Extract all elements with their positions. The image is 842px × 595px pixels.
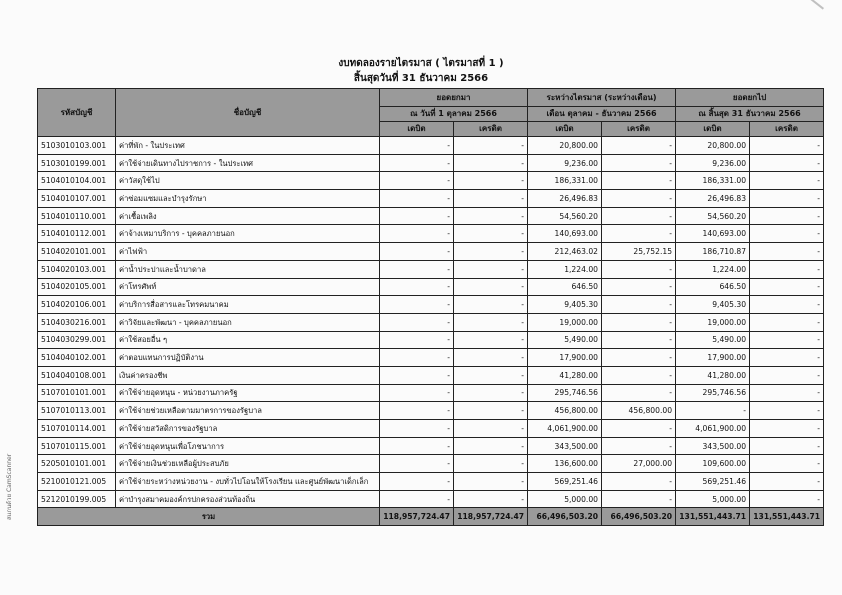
period-credit: 456,800.00 — [602, 402, 676, 420]
header-code: รหัสบัญชี — [38, 89, 116, 137]
period-credit: - — [602, 278, 676, 296]
opening-credit: - — [454, 154, 528, 172]
table-row — [38, 349, 824, 367]
table-row — [38, 420, 824, 438]
account-code: 5104040108.001 — [38, 366, 116, 384]
opening-debit: - — [380, 331, 454, 349]
period-debit: 17,900.00 — [528, 349, 602, 367]
header-period-sub: เดือน ตุลาคม - ธันวาคม 2566 — [528, 107, 676, 122]
closing-debit: 140,693.00 — [676, 225, 750, 243]
table-body — [38, 137, 824, 508]
opening-debit: - — [380, 349, 454, 367]
account-name: ค่าบริการสื่อสารและโทรคมนาคม — [116, 296, 380, 314]
opening-debit: - — [380, 402, 454, 420]
opening-credit: - — [454, 473, 528, 491]
table-row — [38, 225, 824, 243]
account-code: 5210010121.005 — [38, 473, 116, 491]
account-name: ค่าวิจัยและพัฒนา - บุคคลภายนอก — [116, 313, 380, 331]
opening-debit: - — [380, 260, 454, 278]
header-closing-sub: ณ สิ้นสุด 31 ธันวาคม 2566 — [676, 107, 824, 122]
period-credit: - — [602, 154, 676, 172]
closing-credit: - — [750, 420, 824, 438]
trial-balance-table — [37, 88, 824, 526]
period-credit: - — [602, 384, 676, 402]
header-period-title: ระหว่างไตรมาส (ระหว่างเดือน) — [528, 89, 676, 107]
account-name: ค่าน้ำประปาและน้ำบาดาล — [116, 260, 380, 278]
scanner-watermark: สแกนด้วย CamScanner — [6, 453, 13, 520]
account-name: ค่าใช้จ่ายช่วยเหลือตามมาตรการของรัฐบาล — [116, 402, 380, 420]
opening-debit: - — [380, 296, 454, 314]
closing-debit: 646.50 — [676, 278, 750, 296]
closing-credit: - — [750, 384, 824, 402]
opening-credit: - — [454, 384, 528, 402]
opening-credit: - — [454, 137, 528, 155]
period-debit: 41,280.00 — [528, 366, 602, 384]
account-code: 5104010112.001 — [38, 225, 116, 243]
opening-credit: - — [454, 225, 528, 243]
opening-debit: - — [380, 225, 454, 243]
account-code: 5107010115.001 — [38, 437, 116, 455]
opening-debit: - — [380, 243, 454, 261]
account-name: ค่าใช้จ่ายอุดหนุน - หน่วยงานภาครัฐ — [116, 384, 380, 402]
header-debit: เดบิต — [528, 122, 602, 137]
opening-credit: - — [454, 260, 528, 278]
period-credit: - — [602, 137, 676, 155]
closing-credit: - — [750, 473, 824, 491]
opening-debit: - — [380, 366, 454, 384]
account-name: ค่าซ่อมแซมและบำรุงรักษา — [116, 190, 380, 208]
account-code: 5104020101.001 — [38, 243, 116, 261]
closing-debit: 343,500.00 — [676, 437, 750, 455]
closing-debit: 5,490.00 — [676, 331, 750, 349]
closing-debit: 109,600.00 — [676, 455, 750, 473]
period-credit: - — [602, 190, 676, 208]
opening-debit: - — [380, 437, 454, 455]
closing-debit: 5,000.00 — [676, 490, 750, 508]
closing-credit: - — [750, 296, 824, 314]
header-opening-title: ยอดยกมา — [380, 89, 528, 107]
period-credit: - — [602, 172, 676, 190]
closing-credit: - — [750, 190, 824, 208]
table-row — [38, 490, 824, 508]
closing-debit: 1,224.00 — [676, 260, 750, 278]
table-row — [38, 331, 824, 349]
opening-credit: - — [454, 420, 528, 438]
closing-debit: 295,746.56 — [676, 384, 750, 402]
closing-debit: 9,405.30 — [676, 296, 750, 314]
opening-debit: - — [380, 384, 454, 402]
opening-credit: - — [454, 437, 528, 455]
account-code: 5104020106.001 — [38, 296, 116, 314]
period-credit: - — [602, 420, 676, 438]
closing-credit: - — [750, 260, 824, 278]
table-row — [38, 455, 824, 473]
period-credit: - — [602, 473, 676, 491]
closing-credit: - — [750, 366, 824, 384]
account-name: ค่าที่พัก - ในประเทศ — [116, 137, 380, 155]
opening-debit: - — [380, 473, 454, 491]
account-name: เงินค่าครองชีพ — [116, 366, 380, 384]
account-code: 5205010101.001 — [38, 455, 116, 473]
opening-credit: - — [454, 402, 528, 420]
account-code: 5104020105.001 — [38, 278, 116, 296]
closing-debit: 186,710.87 — [676, 243, 750, 261]
closing-credit: - — [750, 437, 824, 455]
account-name: ค่าวัสดุใช้ไป — [116, 172, 380, 190]
period-debit: 9,405.30 — [528, 296, 602, 314]
account-name: ค่าโทรศัพท์ — [116, 278, 380, 296]
table-row — [38, 137, 824, 155]
opening-credit: - — [454, 490, 528, 508]
opening-credit: - — [454, 190, 528, 208]
report-subtitle: สิ้นสุดวันที่ 31 ธันวาคม 2566 — [353, 73, 489, 84]
period-debit: 19,000.00 — [528, 313, 602, 331]
opening-credit: - — [454, 331, 528, 349]
account-code: 5104010110.001 — [38, 207, 116, 225]
period-debit: 295,746.56 — [528, 384, 602, 402]
opening-debit: - — [380, 313, 454, 331]
total-opening-credit: 118,957,724.47 — [454, 508, 528, 526]
period-credit: 25,752.15 — [602, 243, 676, 261]
closing-debit: 26,496.83 — [676, 190, 750, 208]
opening-credit: - — [454, 313, 528, 331]
totals-row — [38, 508, 824, 526]
period-debit: 26,496.83 — [528, 190, 602, 208]
closing-credit: - — [750, 349, 824, 367]
opening-credit: - — [454, 296, 528, 314]
account-code: 5104010104.001 — [38, 172, 116, 190]
period-credit: - — [602, 313, 676, 331]
closing-debit: 17,900.00 — [676, 349, 750, 367]
header-debit: เดบิต — [676, 122, 750, 137]
opening-debit: - — [380, 190, 454, 208]
period-debit: 569,251.46 — [528, 473, 602, 491]
account-name: ค่าตอบแทนการปฏิบัติงาน — [116, 349, 380, 367]
account-name: ค่าใช้จ่ายเงินช่วยเหลือผู้ประสบภัย — [116, 455, 380, 473]
period-debit: 343,500.00 — [528, 437, 602, 455]
closing-credit: - — [750, 154, 824, 172]
period-debit: 646.50 — [528, 278, 602, 296]
header-name: ชื่อบัญชี — [116, 89, 380, 137]
table-row — [38, 190, 824, 208]
period-debit: 136,600.00 — [528, 455, 602, 473]
closing-debit: 41,280.00 — [676, 366, 750, 384]
closing-credit: - — [750, 243, 824, 261]
period-debit: 5,000.00 — [528, 490, 602, 508]
table-row — [38, 384, 824, 402]
closing-debit: 9,236.00 — [676, 154, 750, 172]
period-credit: - — [602, 490, 676, 508]
period-credit: - — [602, 225, 676, 243]
opening-credit: - — [454, 349, 528, 367]
opening-debit: - — [380, 172, 454, 190]
closing-credit: - — [750, 172, 824, 190]
account-name: ค่าจ้างเหมาบริการ - บุคคลภายนอก — [116, 225, 380, 243]
account-code: 5212010199.005 — [38, 490, 116, 508]
account-code: 5103010199.001 — [38, 154, 116, 172]
closing-credit: - — [750, 137, 824, 155]
closing-debit: 54,560.20 — [676, 207, 750, 225]
totals-label: รวม — [38, 508, 380, 526]
opening-credit: - — [454, 172, 528, 190]
period-debit: 20,800.00 — [528, 137, 602, 155]
account-code: 5104010107.001 — [38, 190, 116, 208]
opening-debit: - — [380, 137, 454, 155]
period-credit: - — [602, 331, 676, 349]
table-row — [38, 473, 824, 491]
opening-credit: - — [454, 278, 528, 296]
period-credit: - — [602, 207, 676, 225]
opening-debit: - — [380, 278, 454, 296]
header-credit: เครดิต — [454, 122, 528, 137]
period-credit: - — [602, 437, 676, 455]
period-debit: 4,061,900.00 — [528, 420, 602, 438]
account-name: ค่าใช้จ่ายอุดหนุนเพื่อโภชนาการ — [116, 437, 380, 455]
account-code: 5104020103.001 — [38, 260, 116, 278]
table-row — [38, 154, 824, 172]
closing-credit: - — [750, 402, 824, 420]
header-credit: เครดิต — [602, 122, 676, 137]
closing-debit: 4,061,900.00 — [676, 420, 750, 438]
period-debit: 212,463.02 — [528, 243, 602, 261]
opening-debit: - — [380, 455, 454, 473]
opening-debit: - — [380, 154, 454, 172]
period-debit: 140,693.00 — [528, 225, 602, 243]
closing-credit: - — [750, 313, 824, 331]
account-name: ค่าบำรุงสมาคมองค์กรปกครองส่วนท้องถิ่น — [116, 490, 380, 508]
table-row — [38, 402, 824, 420]
account-name: ค่าใช้จ่ายสวัสดิการของรัฐบาล — [116, 420, 380, 438]
closing-debit: 569,251.46 — [676, 473, 750, 491]
opening-credit: - — [454, 366, 528, 384]
closing-credit: - — [750, 455, 824, 473]
account-name: ค่าใช้จ่ายระหว่างหน่วยงาน - งบทั่วไปโอนให้โรงเรียน และศูนย์พัฒนาเด็กเล็ก — [116, 473, 380, 491]
period-debit: 186,331.00 — [528, 172, 602, 190]
table-row — [38, 366, 824, 384]
account-name: ค่าเชื้อเพลิง — [116, 207, 380, 225]
closing-credit: - — [750, 278, 824, 296]
closing-debit: 20,800.00 — [676, 137, 750, 155]
account-code: 5107010114.001 — [38, 420, 116, 438]
period-debit: 5,490.00 — [528, 331, 602, 349]
table-row — [38, 313, 824, 331]
opening-credit: - — [454, 455, 528, 473]
table-row — [38, 296, 824, 314]
scan-edge-line — [775, 0, 824, 10]
total-period-debit: 66,496,503.20 — [528, 508, 602, 526]
period-debit: 9,236.00 — [528, 154, 602, 172]
table-row — [38, 437, 824, 455]
opening-debit: - — [380, 420, 454, 438]
account-code: 5104040102.001 — [38, 349, 116, 367]
account-code: 5103010103.001 — [38, 137, 116, 155]
total-opening-debit: 118,957,724.47 — [380, 508, 454, 526]
table-row — [38, 172, 824, 190]
header-closing-title: ยอดยกไป — [676, 89, 824, 107]
period-credit: - — [602, 296, 676, 314]
period-credit: - — [602, 366, 676, 384]
opening-credit: - — [454, 207, 528, 225]
opening-debit: - — [380, 490, 454, 508]
account-code: 5104030216.001 — [38, 313, 116, 331]
table-row — [38, 207, 824, 225]
header-credit: เครดิต — [750, 122, 824, 137]
closing-debit: - — [676, 402, 750, 420]
period-credit: - — [602, 260, 676, 278]
total-closing-debit: 131,551,443.71 — [676, 508, 750, 526]
period-debit: 54,560.20 — [528, 207, 602, 225]
closing-credit: - — [750, 225, 824, 243]
period-credit: 27,000.00 — [602, 455, 676, 473]
period-credit: - — [602, 349, 676, 367]
opening-credit: - — [454, 243, 528, 261]
total-period-credit: 66,496,503.20 — [602, 508, 676, 526]
account-name: ค่าใช้จ่ายเดินทางไปราชการ - ในประเทศ — [116, 154, 380, 172]
period-debit: 456,800.00 — [528, 402, 602, 420]
closing-credit: - — [750, 331, 824, 349]
account-code: 5107010101.001 — [38, 384, 116, 402]
opening-debit: - — [380, 207, 454, 225]
account-name: ค่าไฟฟ้า — [116, 243, 380, 261]
header-opening-sub: ณ วันที่ 1 ตุลาคม 2566 — [380, 107, 528, 122]
table-row — [38, 260, 824, 278]
closing-credit: - — [750, 207, 824, 225]
closing-debit: 19,000.00 — [676, 313, 750, 331]
table-row — [38, 243, 824, 261]
closing-credit: - — [750, 490, 824, 508]
report-title: งบทดลองรายไตรมาส ( ไตรมาสที่ 1 ) — [338, 58, 504, 69]
table-row — [38, 278, 824, 296]
account-name: ค่าใช้สอยอื่น ๆ — [116, 331, 380, 349]
account-code: 5107010113.001 — [38, 402, 116, 420]
header-debit: เดบิต — [380, 122, 454, 137]
closing-debit: 186,331.00 — [676, 172, 750, 190]
account-code: 5104030299.001 — [38, 331, 116, 349]
total-closing-credit: 131,551,443.71 — [750, 508, 824, 526]
period-debit: 1,224.00 — [528, 260, 602, 278]
